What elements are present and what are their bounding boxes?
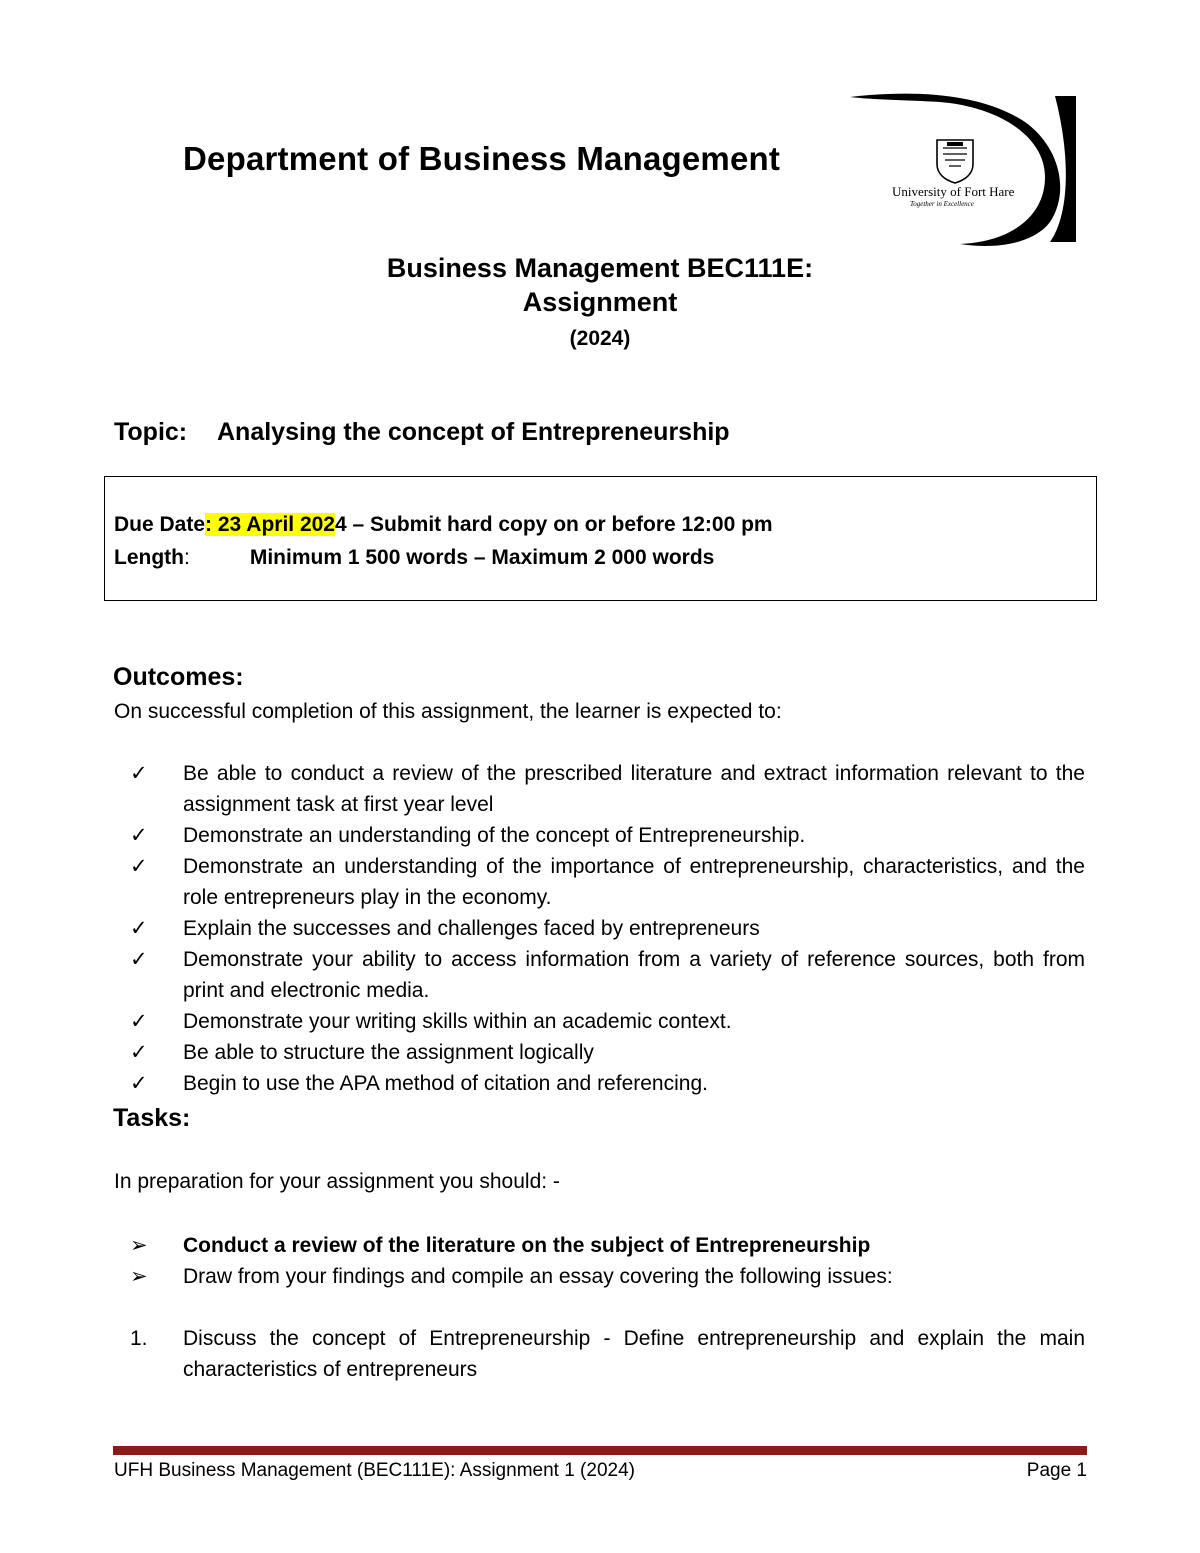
footer-divider xyxy=(113,1446,1087,1455)
arrowhead-icon: ➢ xyxy=(130,1265,148,1288)
checkmark-icon: ✓ xyxy=(130,1041,148,1064)
course-title: Business Management BEC111E: xyxy=(386,253,814,283)
department-title: Department of Business Management xyxy=(183,140,781,177)
tasks-heading: Tasks: xyxy=(113,1104,191,1132)
due-date-line xyxy=(114,513,773,537)
logo-university-name: University of Fort Hare xyxy=(892,184,1015,199)
tasks-list xyxy=(130,1230,1085,1292)
tasks-numbered-list xyxy=(130,1323,1085,1385)
due-date-label: Due Date xyxy=(114,513,206,536)
length-value: Minimum 1 500 words – Maximum 2 000 words xyxy=(249,546,715,569)
list-item: ✓ Demonstrate an understanding of the concept of Entrepreneurship. xyxy=(130,820,1085,851)
list-item: ✓ Explain the successes and challenges faced by entrepreneurs xyxy=(130,913,1085,944)
item-number: 1. xyxy=(130,1327,148,1350)
checkmark-icon: ✓ xyxy=(130,762,148,785)
page-number: Page 1 xyxy=(1026,1460,1087,1481)
list-item: 1. Discuss the concept of Entrepreneurship - Define entrepreneurship and explain the main characteristics of entrepreneurs xyxy=(130,1323,1085,1385)
list-item: ✓ Be able to conduct a review of the prescribed literature and extract information relevant to the assignment task at first year level xyxy=(130,758,1085,820)
checkmark-icon: ✓ xyxy=(130,1072,148,1095)
footer-title: UFH Business Management (BEC111E): Assignment 1 (2024) xyxy=(114,1460,635,1481)
due-date-highlight: : 23 April 202 xyxy=(205,513,335,536)
topic-label: Topic: xyxy=(114,418,188,446)
arrowhead-icon: ➢ xyxy=(130,1234,148,1257)
checkmark-icon: ✓ xyxy=(130,1010,148,1033)
outcomes-list xyxy=(130,758,1085,1099)
list-item: ✓ Demonstrate your writing skills within an academic context. xyxy=(130,1006,1085,1037)
length-label: Length xyxy=(114,546,184,569)
checkmark-icon: ✓ xyxy=(130,917,148,940)
list-item: ✓ Demonstrate your ability to access information from a variety of reference sources, both from print and electronic media. xyxy=(130,944,1085,1006)
checkmark-icon: ✓ xyxy=(130,824,148,847)
list-item: ✓ Be able to structure the assignment logically xyxy=(130,1037,1085,1068)
logo-swoosh-graphic xyxy=(850,92,1080,248)
tasks-intro: In preparation for your assignment you should: - xyxy=(114,1170,560,1193)
list-item: ➢ Draw from your findings and compile an essay covering the following issues: xyxy=(130,1261,1085,1292)
list-item: ✓ Demonstrate an understanding of the importance of entrepreneurship, characteristics, and the role entrepreneurs play in the economy. xyxy=(130,851,1085,913)
checkmark-icon: ✓ xyxy=(130,855,148,878)
outcomes-heading: Outcomes: xyxy=(113,663,244,691)
university-logo xyxy=(850,92,1080,248)
course-year: (2024) xyxy=(569,327,631,350)
logo-motto: Together in Excellence xyxy=(910,200,974,208)
length-colon: : xyxy=(183,546,190,569)
crest-icon xyxy=(937,140,973,183)
list-item: ➢ Conduct a review of the literature on the subject of Entrepreneurship xyxy=(130,1230,1085,1261)
topic-line xyxy=(114,418,730,447)
list-item: ✓ Begin to use the APA method of citation and referencing. xyxy=(130,1068,1085,1099)
checkmark-icon: ✓ xyxy=(130,948,148,971)
outcomes-intro: On successful completion of this assignment, the learner is expected to: xyxy=(114,700,782,723)
course-subtitle: Assignment xyxy=(522,287,678,317)
due-date-box xyxy=(104,476,1097,601)
length-line xyxy=(114,546,714,570)
topic-text: Analysing the concept of Entrepreneurship xyxy=(217,418,730,446)
due-date-rest: 4 – Submit hard copy on or before 12:00 pm xyxy=(334,513,773,536)
